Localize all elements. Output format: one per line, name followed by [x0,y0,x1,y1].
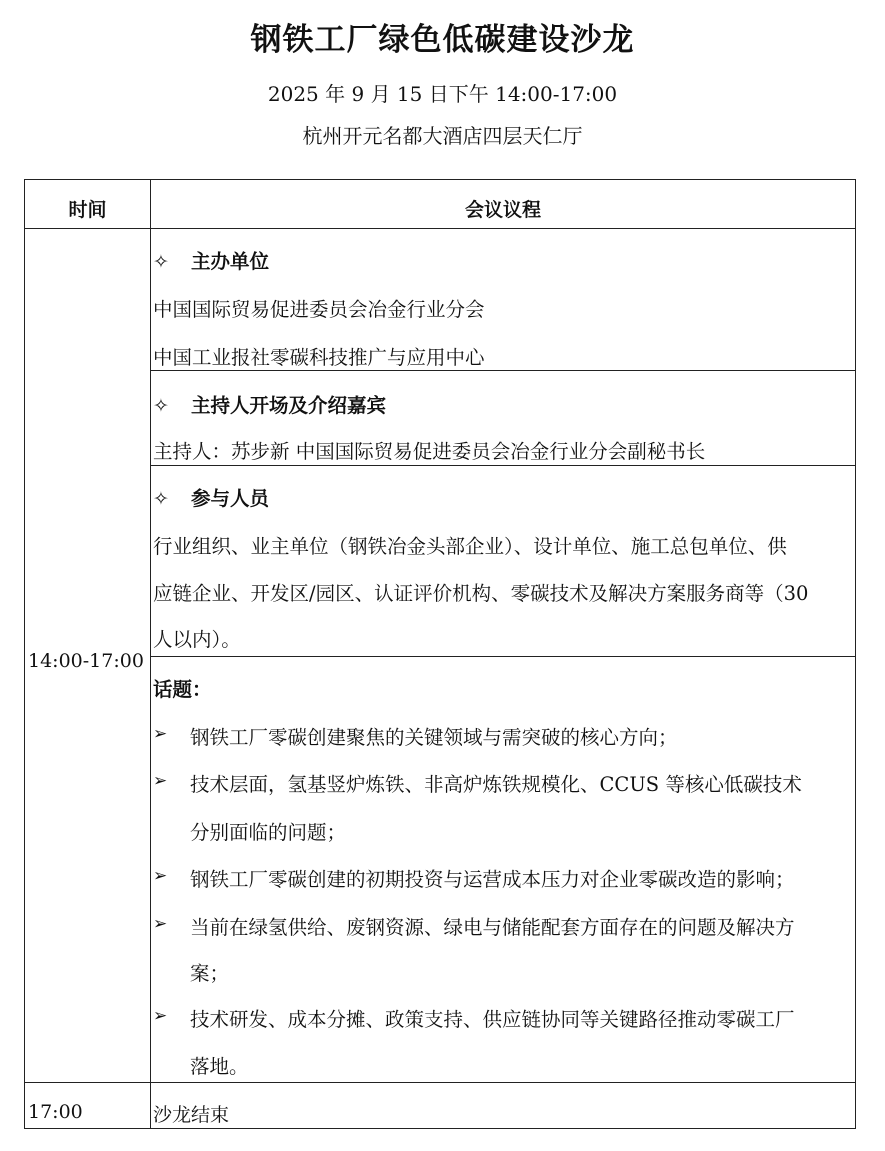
arrow-bullet-icon: ➢ [153,724,168,744]
header-time: 时间 [68,199,107,221]
arrow-bullet-icon: ➢ [153,914,168,934]
event-datetime: 2025 年 9 月 15 日下午 14:00-17:00 [267,82,618,106]
row-divider [150,465,855,466]
arrow-bullet-icon: ➢ [153,866,168,886]
participants-line: 应链企业、开发区/园区、认证评价机构、零碳技术及解决方案服务商等（30 [153,582,809,605]
diamond-star-icon: ✧ [153,251,169,273]
page-title: 钢铁工厂绿色低碳建设沙龙 [250,22,635,58]
section-title: 话题： [153,678,212,701]
arrow-bullet-icon: ➢ [153,1006,168,1026]
participants-line: 行业组织、业主单位（钢铁冶金头部企业）、设计单位、施工总包单位、供 [153,535,787,558]
header-agenda: 会议议程 [464,199,541,221]
end-time: 17:00 [28,1101,83,1123]
diamond-star-icon: ✧ [153,395,169,417]
organizer-line: 中国工业报社零碳科技推广与应用中心 [153,346,485,369]
column-divider [150,180,151,1128]
row-divider [25,228,855,229]
section-title: ✧ 主持人开场及介绍嘉宾 [153,394,387,417]
organizer-line: 中国国际贸易促进委员会冶金行业分会 [153,298,485,321]
session-time: 14:00-17:00 [28,650,144,672]
section-title: ✧ 参与人员 [153,487,270,510]
host-line: 主持人：苏步新 中国国际贸易促进委员会冶金行业分会副秘书长 [153,440,706,463]
diamond-star-icon: ✧ [153,488,169,510]
arrow-bullet-icon: ➢ [153,771,168,791]
agenda-table: 时间 会议议程 14:00-17:00 ✧ 主办单位 中国国际贸易促进委员会冶金行业分会 中国工业报社零碳科技推广与应用中心 ✧ 主持人开场及介绍嘉宾 主持人：苏步新 中国国际贸易促进委员会冶金行业分会副秘书长 ✧ 参与人员 行业组织、业主单位（钢铁冶金头部企业）、设计单位、施工总包单位、供 应链企业、开发区/园区、认证评价机构、零碳技术及解决方案服务商等（30 人以内）。 话题： ➢ 钢铁工厂零碳创建聚焦的关键领域与需突破的核心方向； ➢ 技术层面，氢基竖炉炼铁、非高炉炼铁规模化、CCUS 等核心低碳技术 分别面临的问题； ➢ 钢铁工厂零碳创建的初期投资与运营成本压力对企业零碳改造的影响； ➢ 当前在绿氢供给、废钢资源、绿电与储能配套方面存在的问题及解决方 案； ➢ 技术研发、成本分摊、政策支持、供应链协同等关键路径推动零碳工厂 落地。 17:00 沙龙结束 [24,179,856,1129]
participants-line: 人以内）。 [153,628,241,651]
row-divider [150,656,855,657]
event-venue: 杭州开元名都大酒店四层天仁厅 [302,124,583,148]
end-label: 沙龙结束 [153,1104,230,1126]
section-title: ✧ 主办单位 [153,250,270,273]
row-divider [25,1082,855,1083]
row-divider [150,370,855,371]
